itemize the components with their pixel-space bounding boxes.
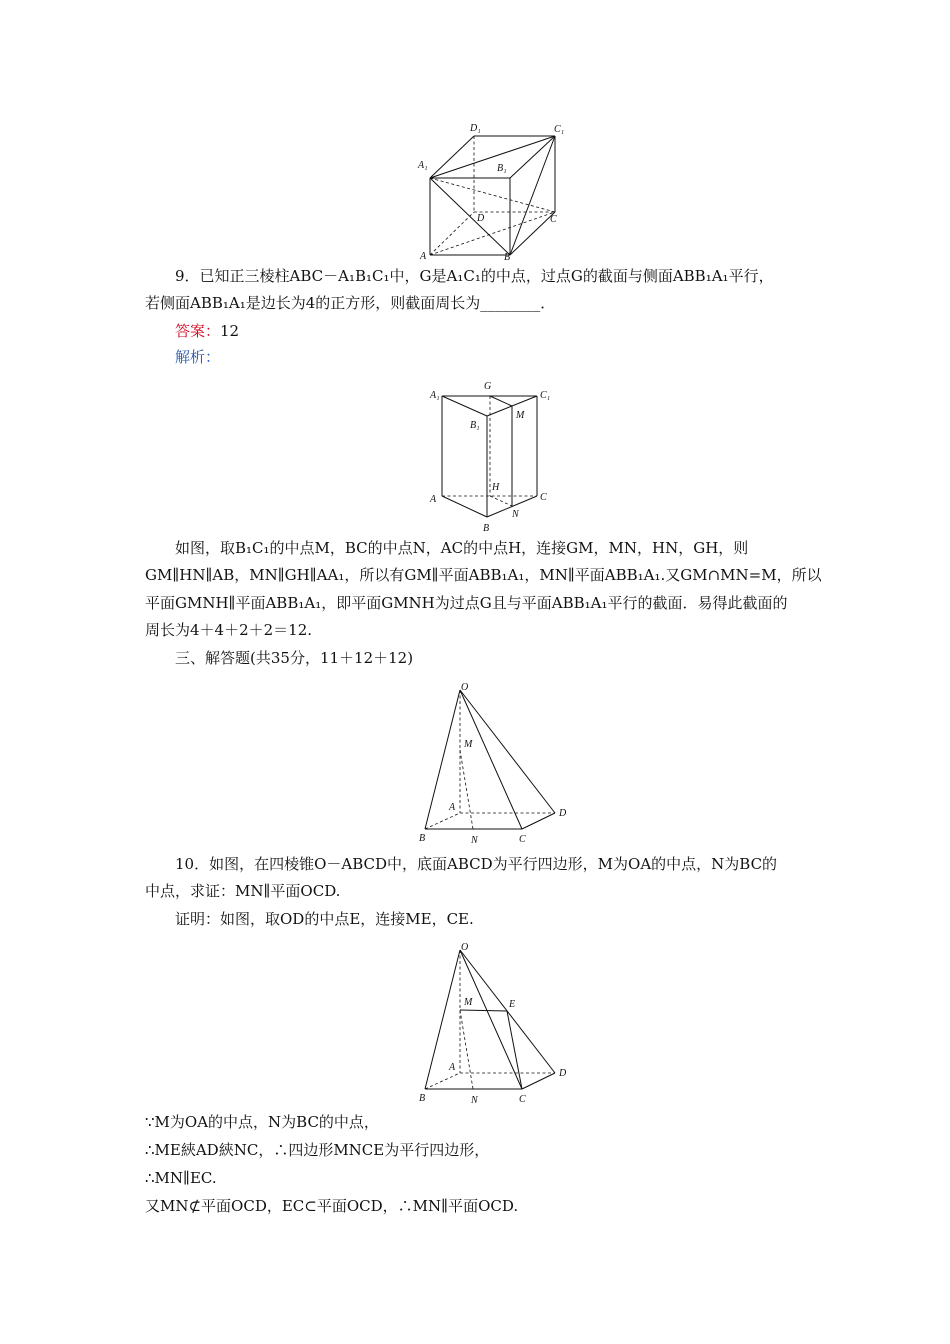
- pyramid2-label-O: O: [461, 942, 469, 953]
- problem9-line1: 9．已知正三棱柱ABC－A₁B₁C₁中，G是A₁C₁的中点，过点G的截面与侧面ABB₁A₁平行，: [175, 267, 774, 285]
- answer-line: [175, 320, 239, 342]
- pyramid1-label-D: D: [559, 808, 567, 819]
- pyramid1-label-B: B: [419, 833, 426, 844]
- cube-label-A: A: [420, 251, 427, 260]
- pyramid1-label-A: A: [449, 802, 456, 813]
- proof-line2: ∴ME綊AD綊NC，∴四边形MNCE为平行四边形，: [145, 1141, 490, 1159]
- solution9-line2: GM∥HN∥AB，MN∥GH∥AA₁，所以有GM∥平面ABB₁A₁，MN∥平面ABB₁A₁.又GM∩MN=M，所以: [145, 566, 822, 584]
- prism-label-B1: B₁: [470, 420, 480, 431]
- proof-line4: 又MN⊄平面OCD，EC⊂平面OCD，∴MN∥平面OCD.: [145, 1197, 519, 1215]
- pyramid-figure-1: [415, 680, 575, 848]
- prism-figure: [420, 380, 560, 535]
- prism-label-H: H: [492, 482, 500, 493]
- pyramid1-label-N: N: [471, 835, 478, 846]
- pyramid-figure-2: [415, 940, 575, 1108]
- pyramid2-label-C: C: [519, 1094, 526, 1105]
- pyramid2-label-B: B: [419, 1093, 426, 1104]
- prism-label-M: M: [516, 410, 525, 421]
- cube-label-D: D: [477, 213, 485, 224]
- problem9-line2: 若侧面ABB₁A₁是边长为4的正方形，则截面周长为________．: [145, 294, 556, 312]
- pyramid2-label-N: N: [471, 1095, 478, 1106]
- prism-label-G: G: [484, 381, 492, 392]
- cube-label-B1: B₁: [497, 163, 507, 174]
- section-heading: 三、解答题(共35分，11＋12＋12): [175, 649, 414, 667]
- pyramid1-label-O: O: [461, 682, 469, 693]
- pyramid2-label-A: A: [449, 1062, 456, 1073]
- cube-figure: [410, 118, 570, 260]
- pyramid2-label-M: M: [464, 997, 473, 1008]
- cube-label-C1: C₁: [554, 124, 565, 135]
- analysis-label: 解析：: [175, 348, 221, 366]
- pyramid2-label-D: D: [559, 1068, 567, 1079]
- solution9-line4: 周长为4＋4＋2＋2＝12.: [145, 621, 313, 639]
- answer-label: 答案：: [175, 322, 221, 340]
- pyramid1-label-M: M: [464, 739, 473, 750]
- prism-label-A: A: [430, 494, 437, 505]
- prism-label-C: C: [540, 492, 547, 503]
- proof-intro: 证明：如图，取OD的中点E，连接ME，CE.: [175, 910, 474, 928]
- prism-label-A1: A₁: [430, 390, 440, 401]
- problem10-line2: 中点，求证：MN∥平面OCD.: [145, 882, 341, 900]
- cube-label-D1: D₁: [470, 123, 481, 134]
- proof-line3: ∴MN∥EC.: [145, 1169, 217, 1187]
- solution9-line3: 平面GMNH∥平面ABB₁A₁，即平面GMNH为过点G且与平面ABB₁A₁平行的截面．易得此截面的: [145, 594, 788, 612]
- pyramid2-label-E: E: [509, 999, 516, 1010]
- cube-label-A1: A₁: [418, 160, 428, 171]
- prism-label-C1: C₁: [540, 390, 551, 401]
- prism-label-N: N: [512, 509, 519, 520]
- answer-value: 12: [220, 322, 240, 340]
- problem10-line1: 10．如图，在四棱锥O－ABCD中，底面ABCD为平行四边形，M为OA的中点，N为BC的: [175, 855, 778, 873]
- proof-line1: ∵M为OA的中点，N为BC的中点，: [145, 1113, 379, 1131]
- cube-label-B: B: [504, 252, 511, 260]
- pyramid1-label-C: C: [519, 834, 526, 845]
- prism-label-B: B: [483, 523, 490, 534]
- cube-label-C: C: [550, 214, 557, 225]
- solution9-line1: 如图，取B₁C₁的中点M，BC的中点N，AC的中点H，连接GM，MN，HN，GH，则: [175, 539, 749, 557]
